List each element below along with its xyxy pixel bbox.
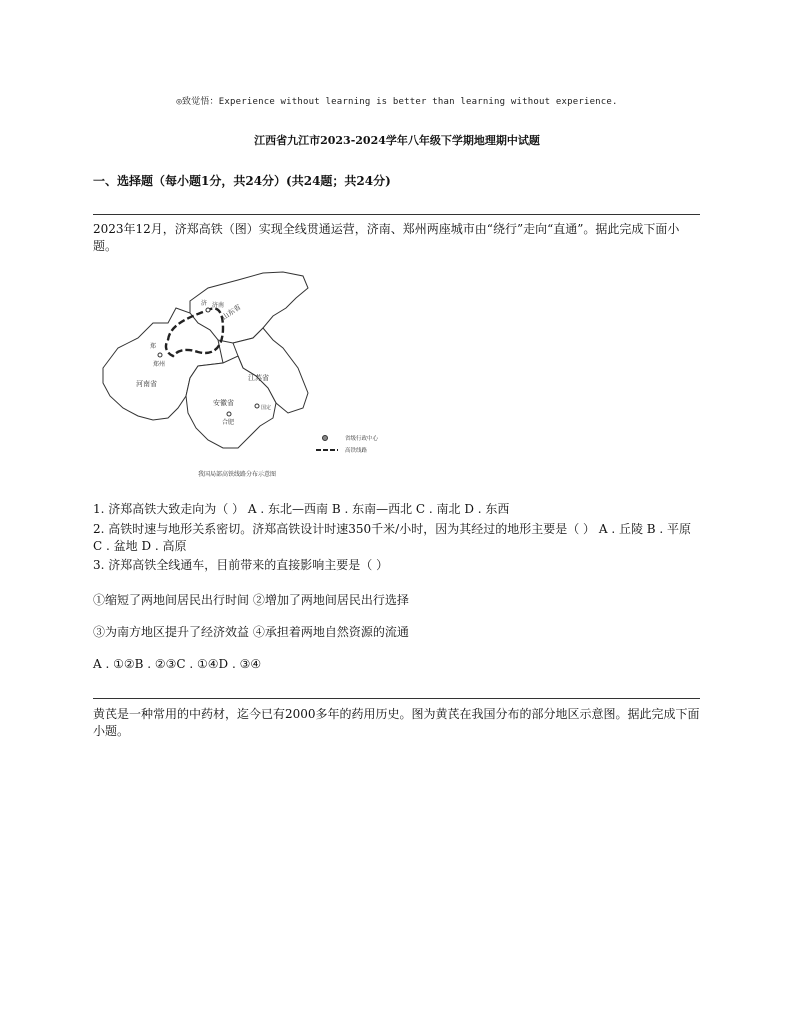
question-group-2-intro: 黄芪是一种常用的中药材，迄今已有2000多年的药用历史。图为黄芪在我国分布的部分地区示意图。据此完成下面小题。: [93, 707, 700, 738]
label-jinan-char: 济: [201, 300, 208, 307]
label-jiangsu: 江苏省: [248, 374, 269, 382]
label-henan: 河南省: [136, 380, 157, 388]
jinan-marker: [206, 308, 210, 312]
question-3: 3. 济郑高铁全线通车，目前带来的直接影响主要是（ ）: [93, 558, 389, 572]
section-heading: 一、选择题（每小题1分，共24分）(共24题；共24分): [93, 174, 391, 188]
map-caption: 我国局部高铁线路分布示意图: [198, 471, 277, 478]
label-zhengzhou-char: 郑: [150, 343, 157, 350]
divider: [93, 698, 700, 699]
hefei-marker: [227, 412, 231, 416]
question-2: 2. 高铁时速与地形关系密切。济郑高铁设计时速350千米/小时，因为其经过的地形主要是（ ） A . 丘陵 B . 平原 C . 盆地 D . 高原: [93, 522, 692, 553]
legend-capital-icon: [323, 436, 328, 441]
label-anhui: 安徽省: [213, 399, 234, 407]
label-zhengzhou: 郑州: [153, 361, 166, 368]
guoding-marker: [255, 404, 259, 408]
railway-map-figure: [98, 268, 398, 483]
question-1: 1. 济郑高铁大致走向为（ ） A . 东北—西南 B . 东南—西北 C . 南北 D . 东西: [93, 502, 510, 516]
question-3-option-line-1: ①缩短了两地间居民出行时间 ②增加了两地间居民出行选择: [93, 593, 409, 607]
page-title: 江西省九江市2023-2024学年八年级下学期地理期中试题: [254, 134, 540, 147]
legend-capital-label: 省级行政中心: [345, 436, 379, 442]
label-shandong: 山东省: [220, 303, 243, 322]
question-3-option-line-2: ③为南方地区提升了经济效益 ④承担着两地自然资源的流通: [93, 625, 409, 639]
question-group-1-intro: 2023年12月，济郑高铁（图）实现全线贯通运营，济南、郑州两座城市由“绕行”走向“直通”。据此完成下面小题。: [93, 222, 680, 253]
label-guoding: 国定: [261, 405, 272, 411]
label-jinan: 济南: [212, 302, 225, 309]
label-hefei: 合肥: [222, 419, 235, 426]
page-motto: ◎致觉悟：Experience without learning is better than learning without experience.: [176, 97, 618, 107]
zhengzhou-marker: [158, 353, 162, 357]
legend-railway-label: 高铁线路: [345, 448, 368, 454]
divider: [93, 214, 700, 215]
question-3-answer-choices: A . ①②B . ②③C . ①④D . ③④: [93, 657, 262, 671]
